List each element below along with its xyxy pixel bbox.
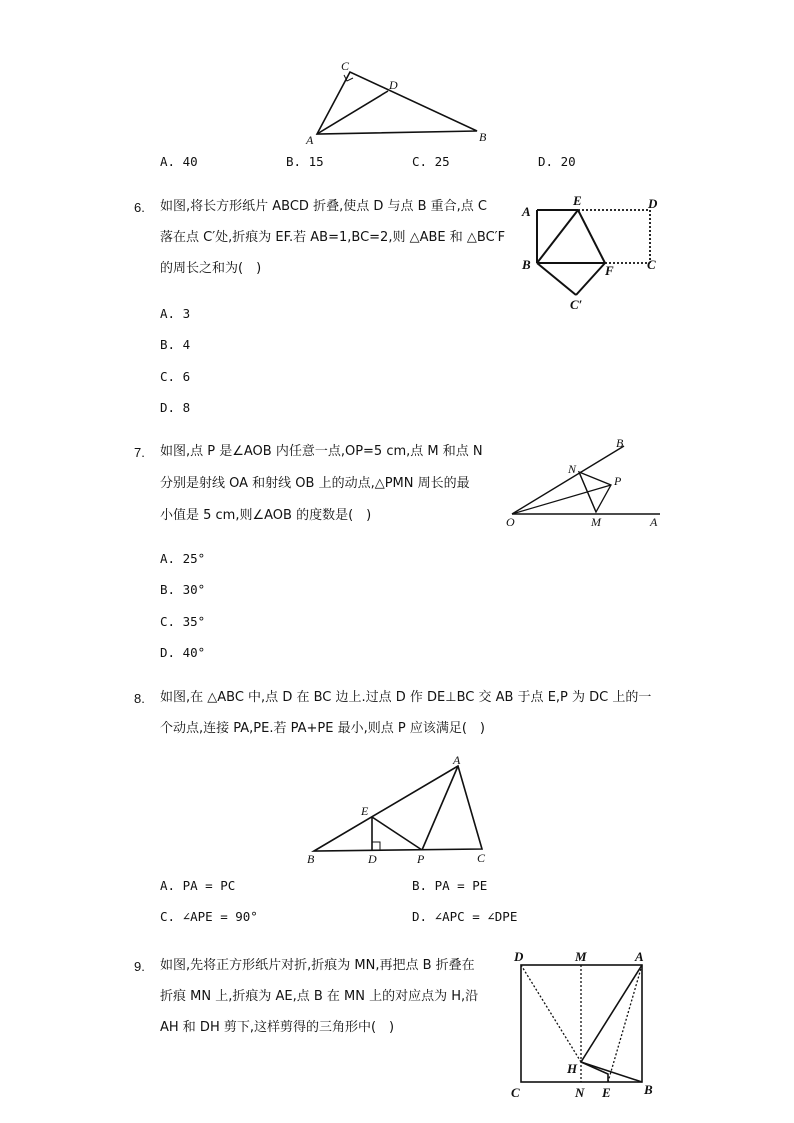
q9-label-n: N: [575, 1085, 585, 1100]
q8-line-2: 个动点,连接 PA,PE.若 PA+PE 最小,则点 P 应该满足( ): [160, 721, 485, 736]
q8-option-b[interactable]: B. PA = PE: [412, 878, 488, 893]
q8-option-c[interactable]: C. ∠APE = 90°: [160, 909, 258, 924]
q5-option-b[interactable]: B. 15: [286, 154, 324, 169]
q7-label-m: M: [591, 515, 601, 529]
q6-option-b[interactable]: B. 4: [160, 337, 191, 352]
q7-number: 7.: [134, 445, 145, 460]
q9-figure: [505, 946, 665, 1106]
q9-label-b: B: [644, 1082, 653, 1097]
q8-label-d: D: [368, 852, 377, 866]
q9-line-1: 如图,先将正方形纸片对折,折痕为 MN,再把点 B 折叠在: [160, 958, 475, 973]
q6-label-c: C: [647, 257, 656, 272]
q8-line-1: 如图,在 △ABC 中,点 D 在 BC 边上.过点 D 作 DE⊥BC 交 AB 于点 E,P 为 DC 上的一: [160, 690, 652, 705]
q9-line-3: AH 和 DH 剪下,这样剪得的三角形中( ): [160, 1020, 395, 1035]
q7-line-3: 小值是 5 cm,则∠AOB 的度数是( ): [160, 508, 372, 523]
q8-label-e: E: [361, 804, 369, 818]
q6-label-b: B: [522, 257, 531, 272]
q7-option-a[interactable]: A. 25°: [160, 551, 206, 566]
q9-label-d: D: [514, 949, 524, 964]
q8-option-a[interactable]: A. PA = PC: [160, 878, 236, 893]
q5-option-c[interactable]: C. 25: [412, 154, 450, 169]
q8-label-p: P: [417, 852, 425, 866]
q6-option-d[interactable]: D. 8: [160, 400, 191, 415]
q8-label-b: B: [307, 852, 315, 866]
q8-label-a: A: [453, 756, 461, 767]
q6-option-c[interactable]: C. 6: [160, 369, 191, 384]
q5-label-a: A: [306, 133, 314, 147]
q7-option-d[interactable]: D. 40°: [160, 645, 206, 660]
q9-label-m: M: [575, 949, 587, 964]
q7-line-2: 分别是射线 OA 和射线 OB 上的动点,△PMN 周长的最: [160, 476, 470, 491]
q7-label-a: A: [650, 515, 658, 529]
q6-label-e: E: [573, 193, 582, 208]
q8-number: 8.: [134, 691, 145, 706]
q7-figure: [500, 432, 670, 532]
q7-option-b[interactable]: B. 30°: [160, 582, 206, 597]
q7-label-o: O: [506, 515, 515, 529]
q6-label-c-prime: C′: [570, 297, 583, 312]
q5-figure: [300, 58, 500, 148]
q7-label-p: P: [614, 474, 622, 488]
q6-line-3: 的周长之和为( ): [160, 261, 262, 276]
q9-number: 9.: [134, 959, 145, 974]
q7-label-b: B: [616, 436, 624, 450]
q6-figure: [512, 193, 672, 313]
q9-label-a: A: [635, 949, 644, 964]
q6-number: 6.: [134, 200, 145, 215]
q9-label-e: E: [602, 1085, 611, 1100]
q8-option-d[interactable]: D. ∠APC = ∠DPE: [412, 909, 518, 924]
q7-label-n: N: [568, 462, 577, 476]
q7-line-1: 如图,点 P 是∠AOB 内任意一点,OP=5 cm,点 M 和点 N: [160, 444, 483, 459]
q6-line-2: 落在点 C′处,折痕为 EF.若 AB=1,BC=2,则 △ABE 和 △BC′F: [160, 230, 506, 245]
q5-label-c: C: [341, 59, 350, 73]
q5-label-b: B: [479, 130, 487, 144]
q5-label-d: D: [389, 78, 398, 92]
q6-label-a: A: [522, 204, 531, 219]
q7-option-c[interactable]: C. 35°: [160, 614, 206, 629]
q9-line-2: 折痕 MN 上,折痕为 AE,点 B 在 MN 上的对应点为 H,沿: [160, 989, 479, 1004]
q6-line-1: 如图,将长方形纸片 ABCD 折叠,使点 D 与点 B 重合,点 C: [160, 199, 487, 214]
q9-label-h: H: [567, 1061, 578, 1076]
q6-option-a[interactable]: A. 3: [160, 306, 191, 321]
q5-option-d[interactable]: D. 20: [538, 154, 576, 169]
q8-label-c: C: [477, 851, 486, 865]
q6-label-f: F: [605, 263, 614, 278]
q6-label-d: D: [648, 196, 658, 211]
q8-figure: [300, 756, 500, 868]
q5-option-a[interactable]: A. 40: [160, 154, 198, 169]
q9-label-c: C: [511, 1085, 520, 1100]
